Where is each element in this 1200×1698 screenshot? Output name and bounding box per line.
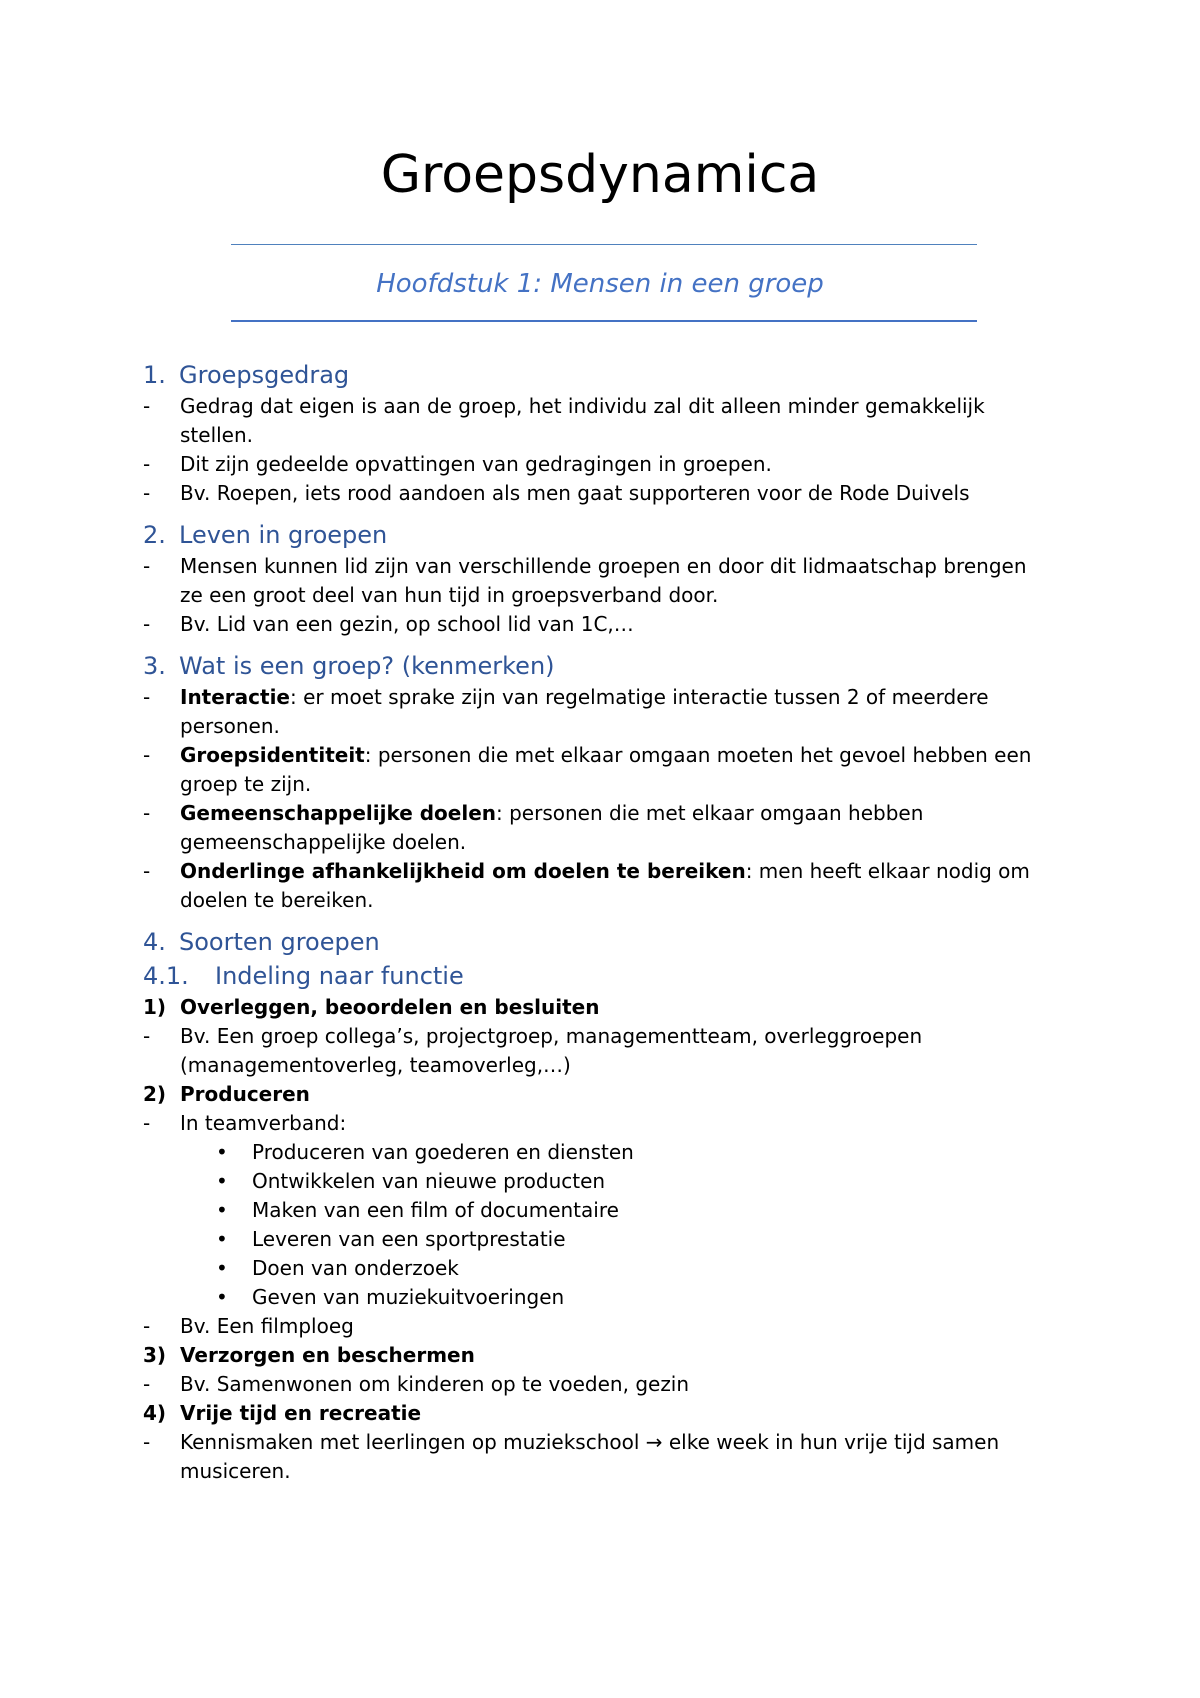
title-rule-top: [231, 244, 977, 245]
list-item-text: Mensen kunnen lid zijn van verschillende groepen en door dit lidmaatschap brengen ze een groot deel van hun tijd in groepsverband door.: [180, 554, 1027, 607]
bullet-item: [143, 1225, 1043, 1254]
section-heading: [143, 649, 1043, 683]
section-leven-in-groepen: [143, 518, 1043, 639]
section-heading: [143, 358, 1043, 392]
list-item-text: [180, 857, 1043, 915]
list-item-text: Gedrag dat eigen is aan de groep, het individu zal dit alleen minder gemakkelijk stellen.: [180, 394, 985, 447]
subsection-heading: [143, 959, 1043, 993]
bullet-marker: •: [216, 1256, 228, 1280]
bullet-item: [143, 1138, 1043, 1167]
list-item: [143, 1109, 1043, 1138]
bullet-text: Leveren van een sportprestatie: [252, 1227, 566, 1251]
list-item-text: Bv. Lid van een gezin, op school lid van 1C,…: [180, 612, 634, 636]
list-item: [143, 450, 1043, 479]
list-item-text: [180, 799, 1043, 857]
function-title: Produceren: [180, 1082, 310, 1106]
function-title: Verzorgen en beschermen: [180, 1343, 475, 1367]
chapter-subtitle: Hoofdstuk 1: Mensen in een groep: [376, 269, 824, 299]
term-description: : er moet sprake zijn van regelmatige interactie tussen 2 of meerdere personen.: [180, 685, 989, 738]
list-item: [143, 1428, 1043, 1486]
function-heading: [143, 993, 1043, 1022]
dash-marker: -: [143, 685, 151, 709]
bullet-item: [143, 1167, 1043, 1196]
bullet-marker: •: [216, 1169, 228, 1193]
dash-marker: -: [143, 612, 151, 636]
term-label: Gemeenschappelijke doelen: [180, 801, 497, 825]
list-item-text: Bv. Een groep collega’s, projectgroep, managementteam, overleggroepen (managementoverleg, teamoverleg,…): [180, 1024, 923, 1077]
subsection-title: Indeling naar functie: [215, 962, 464, 990]
section-number: 4.: [143, 928, 166, 956]
section-wat-is-een-groep: [143, 649, 1043, 915]
list-item: [143, 479, 1043, 508]
function-number: 4): [143, 1401, 167, 1425]
section-number: 1.: [143, 361, 166, 389]
section-number: 2.: [143, 521, 166, 549]
dash-marker: -: [143, 481, 151, 505]
bullet-text: Produceren van goederen en diensten: [252, 1140, 634, 1164]
function-heading: [143, 1341, 1043, 1370]
title-rule-bottom: [231, 320, 977, 322]
list-item: [143, 610, 1043, 639]
bullet-marker: •: [216, 1285, 228, 1309]
dash-marker: -: [143, 1372, 151, 1396]
section-heading: [143, 925, 1043, 959]
subsection-number: 4.1.: [143, 962, 189, 990]
list-item: [143, 392, 1043, 450]
list-item: [143, 857, 1043, 915]
term-description: : personen die met elkaar omgaan moeten het gevoel hebben een groep te zijn.: [180, 743, 1032, 796]
section-title: Wat is een groep? (kenmerken): [179, 652, 555, 680]
dash-marker: -: [143, 743, 151, 767]
document-title: Groepsdynamica: [380, 145, 820, 205]
section-title: Groepsgedrag: [179, 361, 350, 389]
dash-marker: -: [143, 801, 151, 825]
list-item: [143, 552, 1043, 610]
list-item-text: Dit zijn gedeelde opvattingen van gedragingen in groepen.: [180, 452, 772, 476]
bullet-text: Maken van een film of documentaire: [252, 1198, 619, 1222]
function-number: 1): [143, 995, 167, 1019]
bullet-text: Geven van muziekuitvoeringen: [252, 1285, 565, 1309]
function-title: Vrije tijd en recreatie: [180, 1401, 422, 1425]
term-label: Onderlinge afhankelijkheid om doelen te bereiken: [180, 859, 746, 883]
list-item-text: Bv. Samenwonen om kinderen op te voeden, gezin: [180, 1372, 690, 1396]
list-item-text: [180, 741, 1043, 799]
list-item-text: In teamverband:: [180, 1111, 347, 1135]
bullet-item: [143, 1196, 1043, 1225]
function-number: 3): [143, 1343, 167, 1367]
function-heading: [143, 1080, 1043, 1109]
section-soorten-groepen: [143, 925, 1043, 1486]
document-body: [143, 358, 1043, 1496]
dash-marker: -: [143, 452, 151, 476]
section-groepsgedrag: [143, 358, 1043, 508]
dash-marker: -: [143, 1111, 151, 1135]
dash-marker: -: [143, 1314, 151, 1338]
dash-marker: -: [143, 1024, 151, 1048]
term-description: : men heeft elkaar nodig om doelen te bereiken.: [180, 859, 1030, 912]
dash-marker: -: [143, 554, 151, 578]
bullet-text: Doen van onderzoek: [252, 1256, 459, 1280]
dash-marker: -: [143, 859, 151, 883]
list-item: [143, 799, 1043, 857]
list-item: [143, 683, 1043, 741]
list-item-text: [180, 683, 1043, 741]
section-heading: [143, 518, 1043, 552]
list-item: [143, 741, 1043, 799]
section-number: 3.: [143, 652, 166, 680]
list-item-text: Kennismaken met leerlingen op muziekschool → elke week in hun vrije tijd samen musiceren.: [180, 1430, 1000, 1483]
bullet-marker: •: [216, 1227, 228, 1251]
section-title: Soorten groepen: [179, 928, 380, 956]
function-heading: [143, 1399, 1043, 1428]
section-title: Leven in groepen: [179, 521, 388, 549]
bullet-marker: •: [216, 1140, 228, 1164]
term-label: Groepsidentiteit: [180, 743, 365, 767]
list-item: [143, 1022, 1043, 1080]
term-label: Interactie: [180, 685, 290, 709]
dash-marker: -: [143, 394, 151, 418]
list-item: [143, 1312, 1043, 1341]
bullet-item: [143, 1254, 1043, 1283]
term-description: : personen die met elkaar omgaan hebben gemeenschappelijke doelen.: [180, 801, 924, 854]
function-number: 2): [143, 1082, 167, 1106]
bullet-marker: •: [216, 1198, 228, 1222]
list-item-text: Bv. Roepen, iets rood aandoen als men gaat supporteren voor de Rode Duivels: [180, 481, 970, 505]
bullet-item: [143, 1283, 1043, 1312]
dash-marker: -: [143, 1430, 151, 1454]
list-item: [143, 1370, 1043, 1399]
function-title: Overleggen, beoordelen en besluiten: [180, 995, 600, 1019]
list-item-text: Bv. Een filmploeg: [180, 1314, 354, 1338]
bullet-text: Ontwikkelen van nieuwe producten: [252, 1169, 606, 1193]
